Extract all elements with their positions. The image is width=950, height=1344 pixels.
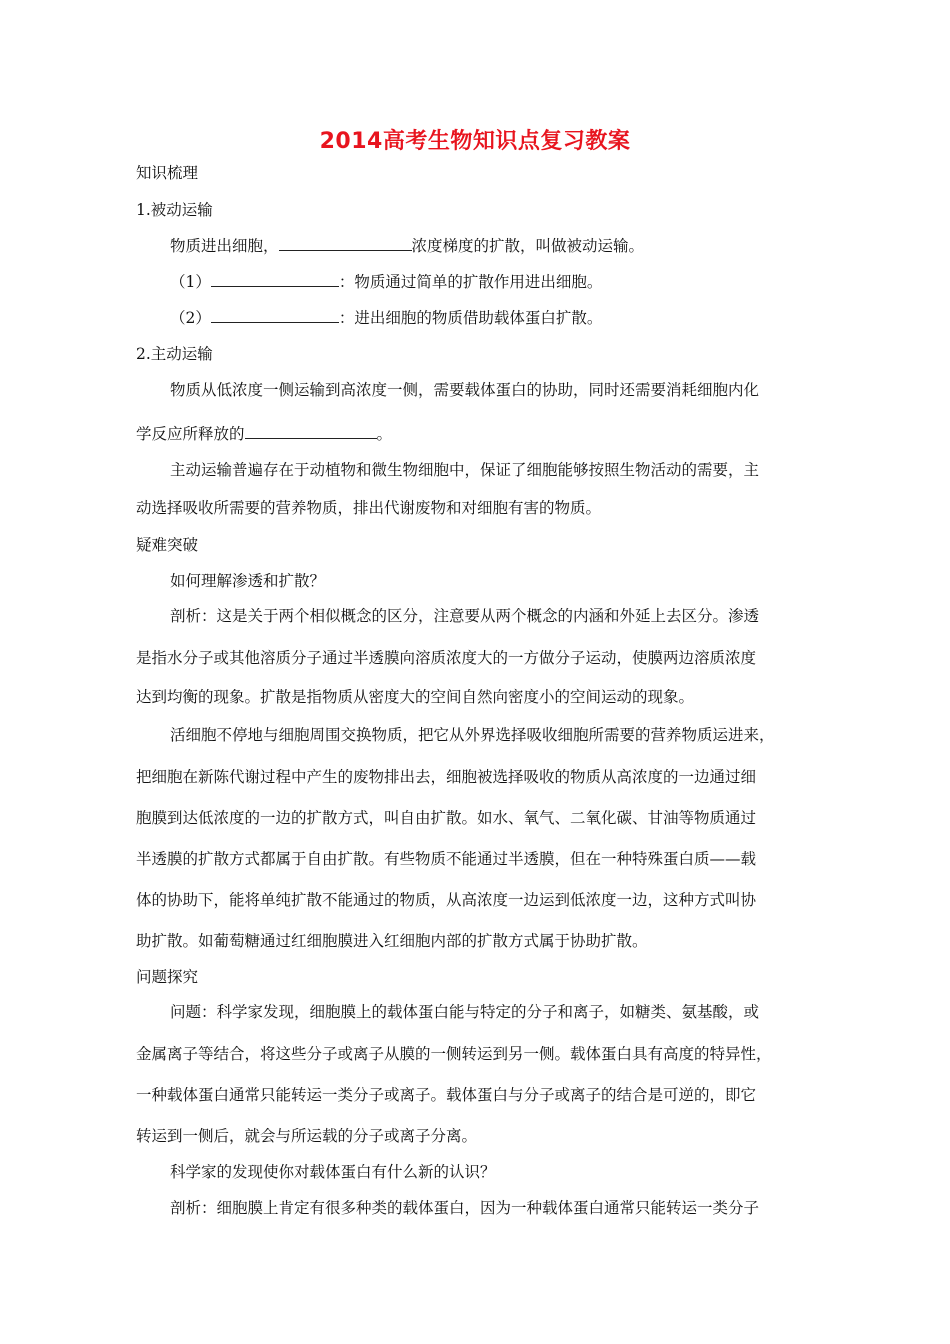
paragraph-line: 动选择吸收所需要的营养物质，排出代谢废物和对细胞有害的物质。	[136, 499, 602, 517]
heading-active-transport: 2.主动运输	[136, 345, 213, 363]
passive-item-1	[170, 272, 860, 292]
paragraph-line: 活细胞不停地与细胞周围交换物质，把它从外界选择吸收细胞所需要的营养物质运进来，	[170, 726, 775, 744]
paragraph-line: 达到均衡的现象。扩散是指物质从密度大的空间自然向密度小的空间运动的现象。	[136, 688, 695, 706]
passive-item-2	[170, 308, 860, 328]
item-number: （2）	[170, 309, 211, 327]
active-def-text: 学反应所释放的	[136, 425, 245, 443]
section-heading-knowledge: 知识梳理	[136, 164, 199, 182]
passive-definition	[170, 236, 860, 256]
active-definition-line-2	[136, 424, 826, 444]
fill-blank	[211, 272, 339, 287]
paragraph-line: 是指水分子或其他溶质分子通过半透膜向溶质浓度大的一方做分子运动，使膜两边溶质浓度	[136, 649, 757, 667]
heading-passive-transport: 1.被动运输	[136, 201, 213, 219]
item-text: ：进出细胞的物质借助载体蛋白扩散。	[338, 309, 603, 327]
section-heading-difficulties: 疑难突破	[136, 536, 199, 554]
paragraph-line: 助扩散。如葡萄糖通过红细胞膜进入红细胞内部的扩散方式属于协助扩散。	[136, 932, 648, 950]
passive-def-text-a: 物质进出细胞，	[170, 237, 279, 255]
section-heading-inquiry: 问题探究	[136, 968, 199, 986]
paragraph-line: 问题：科学家发现，细胞膜上的载体蛋白能与特定的分子和离子，如糖类、氨基酸，或	[170, 1003, 760, 1021]
paragraph-line: 一种载体蛋白通常只能转运一类分子或离子。载体蛋白与分子或离子的结合是可逆的，即它	[136, 1086, 757, 1104]
paragraph-line: 金属离子等结合，将这些分子或离子从膜的一侧转运到另一侧。载体蛋白具有高度的特异性，	[136, 1045, 772, 1063]
paragraph-line: 转运到一侧后，就会与所运载的分子或离子分离。	[136, 1127, 478, 1145]
paragraph-line: 体的协助下，能将单纯扩散不能通过的物质，从高浓度一边运到低浓度一边，这种方式叫协	[136, 891, 757, 909]
paragraph-line: 剖析：这是关于两个相似概念的区分，注意要从两个概念的内涵和外延上去区分。渗透	[170, 607, 760, 625]
page-title: 2014高考生物知识点复习教案	[319, 129, 631, 154]
paragraph-line: 半透膜的扩散方式都属于自由扩散。有些物质不能通过半透膜，但在一种特殊蛋白质——载	[136, 850, 757, 868]
fill-blank	[245, 424, 377, 439]
question-1: 如何理解渗透和扩散？	[170, 572, 326, 590]
active-definition-line-1: 物质从低浓度一侧运输到高浓度一侧，需要载体蛋白的协助，同时还需要消耗细胞内化	[170, 381, 760, 399]
question-3: 科学家的发现使你对载体蛋白有什么新的认识？	[170, 1163, 496, 1181]
paragraph-line: 胞膜到达低浓度的一边的扩散方式，叫自由扩散。如水、氧气、二氧化碳、甘油等物质通过	[136, 809, 757, 827]
item-text: ：物质通过简单的扩散作用进出细胞。	[338, 273, 603, 291]
passive-def-text-b: 浓度梯度的扩散，叫做被动运输。	[411, 237, 645, 255]
paragraph-line: 把细胞在新陈代谢过程中产生的废物排出去，细胞被选择吸收的物质从高浓度的一边通过细	[136, 768, 757, 786]
paragraph-line: 主动运输普遍存在于动植物和微生物细胞中，保证了细胞能够按照生物活动的需要，主	[170, 461, 760, 479]
item-number: （1）	[170, 273, 211, 291]
fill-blank	[279, 236, 412, 251]
active-def-end: 。	[376, 425, 393, 443]
fill-blank	[211, 308, 339, 323]
paragraph-line: 剖析：细胞膜上肯定有很多种类的载体蛋白，因为一种载体蛋白通常只能转运一类分子	[170, 1199, 760, 1217]
